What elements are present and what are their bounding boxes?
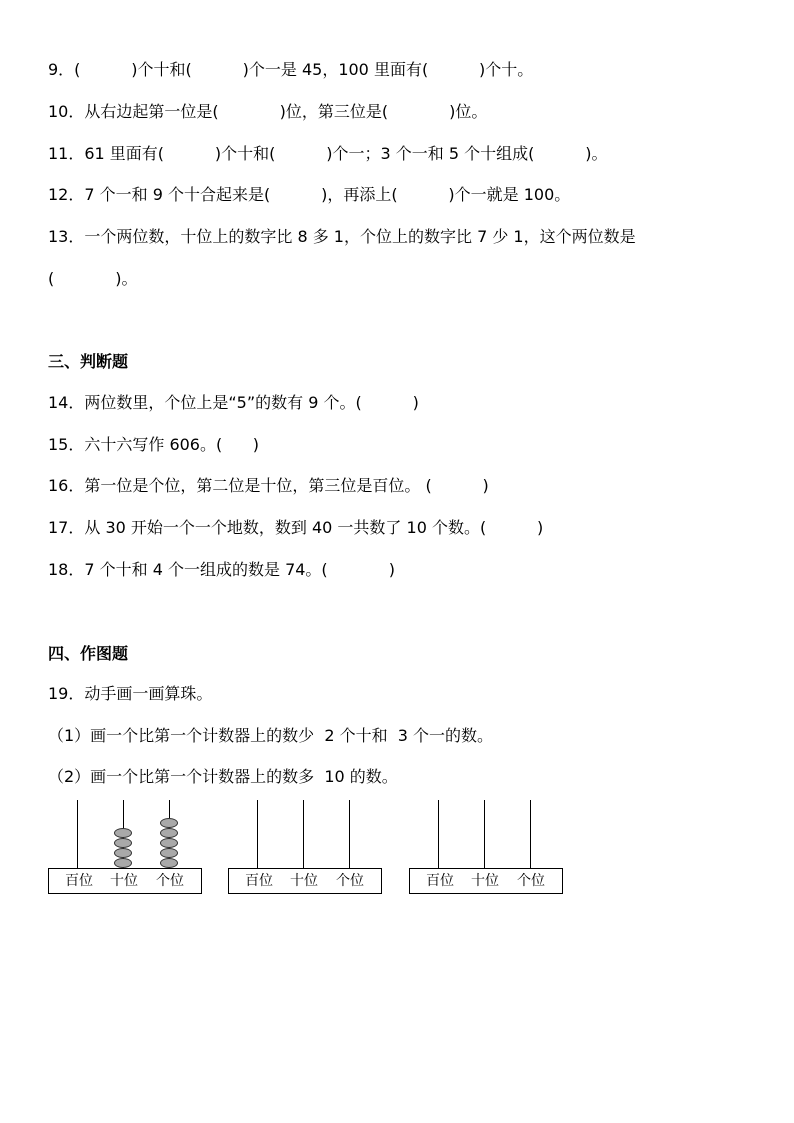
draw-question-19-part-2: （2）画一个比第一个计数器上的数多 10 的数。 — [48, 767, 398, 786]
abacus-bead-ones — [160, 838, 178, 848]
fill-question-11: 11．61 里面有( )个十和( )个一；3 个一和 5 个十组成( )。 — [48, 144, 608, 163]
abacus-bead-tens — [114, 858, 132, 868]
abacus-bead-ones — [160, 818, 178, 828]
abacus-counter-1 — [48, 795, 204, 895]
abacus-rod-hundreds — [438, 800, 439, 868]
abacus-bead-tens — [114, 838, 132, 848]
abacus-label-hundreds: 百位 — [245, 873, 273, 889]
abacus-bead-tens — [114, 848, 132, 858]
section-draw-title: 四、作图题 — [48, 644, 129, 663]
draw-question-19: 19．动手画一画算珠。 — [48, 684, 213, 703]
fill-question-12: 12．7 个一和 9 个十合起来是( )，再添上( )个一就是 100。 — [48, 185, 571, 204]
judge-question-16: 16．第一位是个位，第二位是十位，第三位是百位。 ( ) — [48, 476, 489, 495]
abacus-rod-tens — [303, 800, 304, 868]
abacus-label-hundreds: 百位 — [65, 873, 93, 889]
abacus-label-tens: 十位 — [471, 873, 499, 889]
judge-question-17: 17．从 30 开始一个一个地数，数到 40 一共数了 10 个数。( ) — [48, 518, 544, 537]
abacus-label-ones: 个位 — [517, 873, 545, 889]
abacus-label-tens: 十位 — [290, 873, 318, 889]
abacus-rod-ones — [530, 800, 531, 868]
abacus-rod-hundreds — [77, 800, 78, 868]
fill-question-13-answer: ( )。 — [48, 269, 138, 288]
abacus-rod-hundreds — [257, 800, 258, 868]
abacus-bead-ones — [160, 858, 178, 868]
section-judge-title: 三、判断题 — [48, 352, 129, 371]
fill-question-13: 13．一个两位数，十位上的数字比 8 多 1，个位上的数字比 7 少 1，这个两位数是 — [48, 227, 636, 246]
abacus-base — [409, 868, 563, 894]
judge-question-18: 18．7 个十和 4 个一组成的数是 74。( ) — [48, 560, 395, 579]
judge-question-14: 14．两位数里，个位上是“5”的数有 9 个。( ) — [48, 393, 419, 412]
abacus-counter-2 — [228, 795, 384, 895]
abacus-bead-ones — [160, 828, 178, 838]
abacus-label-hundreds: 百位 — [426, 873, 454, 889]
abacus-counter-3 — [409, 795, 565, 895]
abacus-bead-ones — [160, 848, 178, 858]
abacus-label-tens: 十位 — [110, 873, 138, 889]
abacus-label-ones: 个位 — [336, 873, 364, 889]
abacus-rod-ones — [349, 800, 350, 868]
abacus-base — [228, 868, 382, 894]
abacus-bead-tens — [114, 828, 132, 838]
judge-question-15: 15．六十六写作 606。( ) — [48, 435, 259, 454]
fill-question-9: 9．( )个十和( )个一是 45，100 里面有( )个十。 — [48, 60, 534, 79]
abacus-rod-tens — [484, 800, 485, 868]
fill-question-10: 10．从右边起第一位是( )位，第三位是( )位。 — [48, 102, 488, 121]
draw-question-19-part-1: （1）画一个比第一个计数器上的数少 2 个十和 3 个一的数。 — [48, 726, 494, 745]
abacus-base — [48, 868, 202, 894]
abacus-label-ones: 个位 — [156, 873, 184, 889]
